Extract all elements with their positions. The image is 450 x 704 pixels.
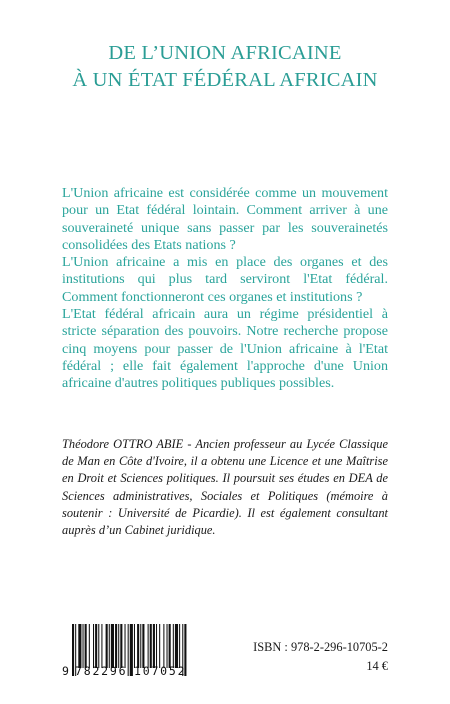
blurb-paragraph-3: L'Etat fédéral africain aura un régime présidentiel à stricte séparation des pouvoirs. Notre recherche propose cinq moyens pour passer de l'Union africaine à l'Etat fédéral ; elle fait également l'approche d'une Union africaine d'autres politiques publiques possibles. — [62, 306, 388, 392]
title-line-2: À UN ÉTAT FÉDÉRAL AFRICAIN — [72, 69, 378, 91]
barcode-bar — [95, 624, 97, 668]
barcode-bar — [163, 624, 164, 668]
isbn: ISBN : 978-2-296-10705-2 — [253, 640, 388, 654]
barcode-bar — [156, 624, 157, 668]
barcode-bar — [83, 624, 84, 668]
barcode-digits-left: 782296 — [75, 664, 128, 678]
barcode-digits-right: 107052 — [134, 664, 187, 678]
book-title — [0, 40, 450, 94]
barcode-bar — [140, 624, 141, 668]
barcode-bar — [101, 624, 102, 668]
barcode-digit-first: 9 — [62, 664, 69, 678]
barcode-bar — [159, 624, 160, 668]
title-line-1: DE L’UNION AFRICAINE — [108, 42, 342, 64]
barcode-bar — [173, 624, 174, 668]
barcode-digits — [62, 664, 202, 680]
barcode-bar — [85, 624, 87, 668]
barcode-bar — [137, 624, 139, 668]
barcode-bar — [115, 624, 117, 668]
barcode-bar — [125, 624, 126, 668]
barcode — [62, 624, 202, 680]
author-bio: Théodore OTTRO ABIE - Ancien professeur au Lycée Classique de Man en Côte d'Ivoire, il a obtenu une Licence et une Maîtrise en Droit et Sciences politiques. Il poursuit ses études en DEA de Sciences administratives, Sociales et Politiques (mémoire à soutenir : Université de Picardie). Il est également consultant auprès d’un Cabinet juridique. — [62, 437, 388, 538]
barcode-bar — [93, 624, 94, 668]
barcode-bar — [175, 624, 178, 668]
barcode-bar — [142, 624, 144, 668]
barcode-bar — [150, 624, 152, 668]
barcode-bar — [134, 624, 135, 668]
barcode-bar — [153, 624, 155, 668]
blurb-paragraph-2: L'Union africaine a mis en place des organes et des institutions qui plus tard serviront l'Etat fédéral. Comment fonctionneront ces organes et institutions ? — [62, 254, 388, 305]
blurb-paragraph-1: L'Union africaine est considérée comme un mouvement pour un Etat fédéral lointain. Comment arriver à une souveraineté unique sans passer par les souverainetés consolidées des Etats nations ? — [62, 185, 388, 253]
barcode-bar — [167, 624, 168, 668]
barcode-bar — [179, 624, 180, 668]
barcode-bar — [98, 624, 99, 668]
barcode-bar — [148, 624, 149, 668]
barcode-bar — [89, 624, 90, 668]
barcode-bar — [78, 624, 81, 668]
barcode-bar — [118, 624, 119, 668]
barcode-bar — [106, 624, 108, 668]
barcode-bar — [111, 624, 114, 668]
barcode-bar — [109, 624, 110, 668]
price: 14 € — [366, 659, 388, 673]
blurb — [62, 185, 388, 393]
barcode-bar — [169, 624, 171, 668]
barcode-bar — [120, 624, 122, 668]
